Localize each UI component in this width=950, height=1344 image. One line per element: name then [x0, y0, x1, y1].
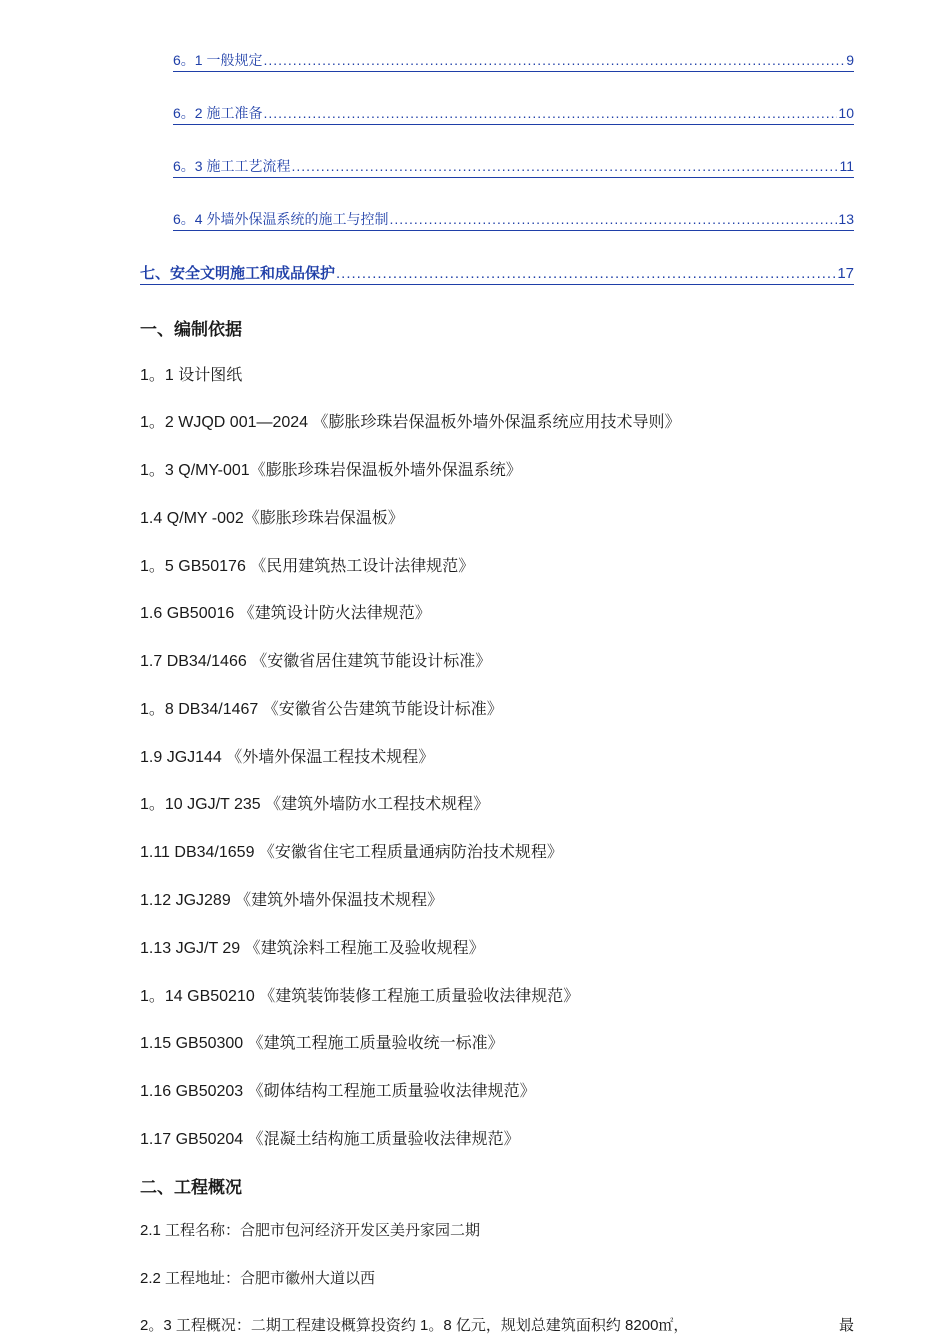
basis-item: 1.13 JGJ/T 29 《建筑涂料工程施工及验收规程》 — [140, 940, 485, 957]
toc-entry-text: 6。3 施工工艺流程 — [173, 158, 291, 174]
toc-entry-text: 6。4 外墙外保温系统的施工与控制 — [173, 211, 389, 227]
toc-page-number: 13 — [838, 211, 854, 227]
overview-item: 2.2 工程地址：合肥市徽州大道以西 — [140, 1270, 376, 1287]
toc-dot-leader — [336, 265, 836, 282]
basis-item: 1.11 DB34/1659 《安徽省住宅工程质量通病防治技术规程》 — [140, 844, 563, 861]
toc-page-number: 17 — [837, 265, 854, 282]
basis-item: 1.12 JGJ289 《建筑外墙外保温技术规程》 — [140, 892, 444, 909]
basis-item: 1。8 DB34/1467 《安徽省公告建筑节能设计标准》 — [140, 701, 503, 718]
toc-entry-6-4[interactable] — [173, 209, 854, 231]
basis-item: 1.15 GB50300 《建筑工程施工质量验收统一标准》 — [140, 1035, 504, 1052]
section-heading-overview: 二、工程概况 — [140, 1178, 242, 1197]
toc-page-number: 9 — [846, 52, 854, 68]
basis-item: 1.16 GB50203 《砌体结构工程施工质量验收法律规范》 — [140, 1083, 536, 1100]
overview-item — [140, 1314, 854, 1335]
basis-item: 1.9 JGJ144 《外墙外保温工程技术规程》 — [140, 749, 435, 766]
overview-line-text: 2。3 工程概况：二期工程建设概算投资约 1。8 亿元，规划总建筑面积约 8200㎡， — [140, 1317, 689, 1334]
toc-entry-6-2[interactable] — [173, 103, 854, 125]
toc-dot-leader — [291, 158, 838, 174]
toc-dot-leader — [389, 211, 837, 227]
section-heading-basis: 一、编制依据 — [140, 320, 242, 339]
basis-item: 1.7 DB34/1466 《安徽省居住建筑节能设计标准》 — [140, 653, 492, 670]
basis-item: 1。14 GB50210 《建筑装饰装修工程施工质量验收法律规范》 — [140, 988, 580, 1005]
basis-item: 1.17 GB50204 《混凝土结构施工质量验收法律规范》 — [140, 1131, 520, 1148]
toc-entry-text: 6。2 施工准备 — [173, 105, 263, 121]
basis-item: 1。5 GB50176 《民用建筑热工设计法律规范》 — [140, 558, 475, 575]
toc-entry-text: 七、安全文明施工和成品保护 — [140, 265, 336, 282]
basis-item: 1。1 设计图纸 — [140, 367, 243, 384]
basis-item: 1。2 WJQD 001—2024 《膨胀珍珠岩保温板外墙外保温系统应用技术导则》 — [140, 414, 681, 431]
toc-dot-leader — [263, 105, 837, 121]
basis-item: 1。10 JGJ/T 235 《建筑外墙防水工程技术规程》 — [140, 796, 490, 813]
basis-item: 1.6 GB50016 《建筑设计防火法律规范》 — [140, 605, 431, 622]
toc-entry-text: 6。1 一般规定 — [173, 52, 263, 68]
toc-page-number: 11 — [839, 158, 854, 174]
basis-item: 1。3 Q/MY-001《膨胀珍珠岩保温板外墙外保温系统》 — [140, 462, 522, 479]
toc-entry-7[interactable] — [140, 262, 854, 285]
toc-entry-6-1[interactable] — [173, 50, 854, 72]
toc-dot-leader — [263, 52, 845, 68]
overview-line-end: 最 — [838, 1317, 854, 1334]
toc-entry-6-3[interactable] — [173, 156, 854, 178]
overview-item: 2.1 工程名称：合肥市包河经济开发区美丹家园二期 — [140, 1222, 481, 1239]
toc-page-number: 10 — [838, 105, 854, 121]
basis-item: 1.4 Q/MY -002《膨胀珍珠岩保温板》 — [140, 510, 404, 527]
